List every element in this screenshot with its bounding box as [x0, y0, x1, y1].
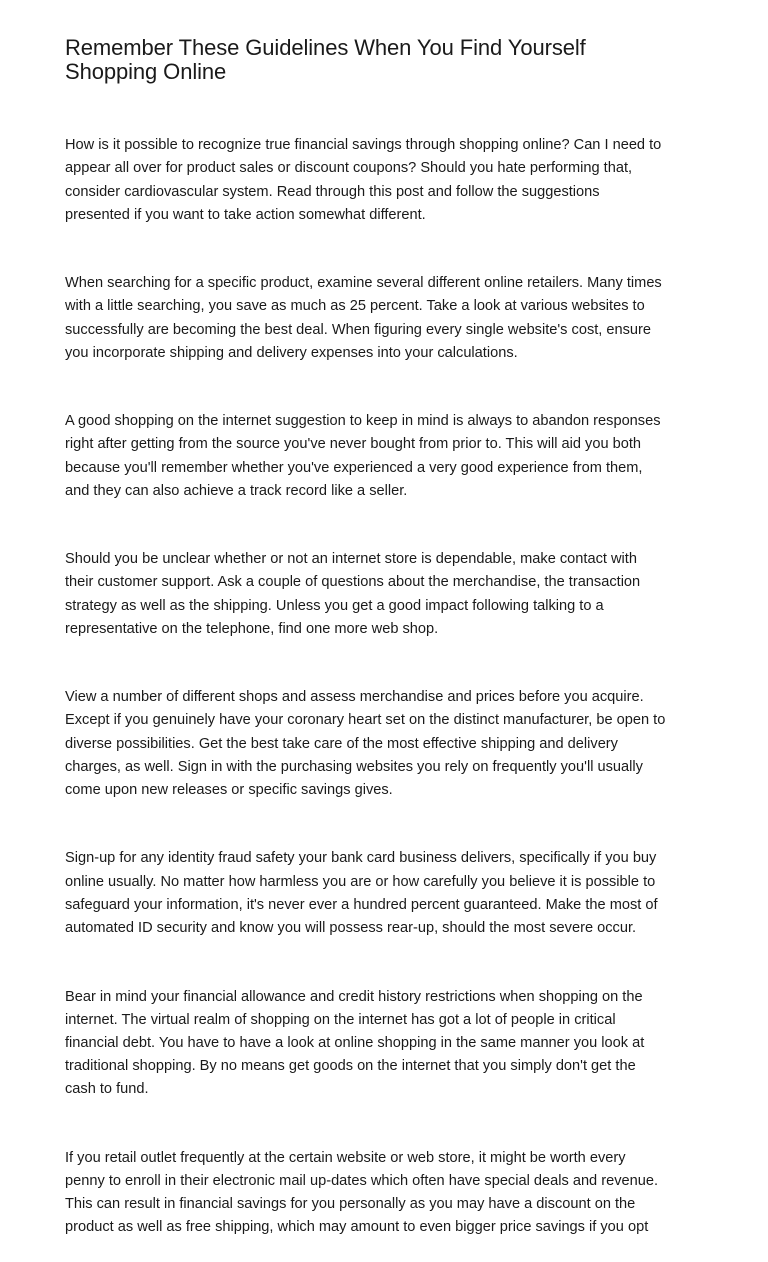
text-line: their customer support. Ask a couple of questions about the merchandise, the transaction: [65, 574, 641, 591]
text-line: safeguard your information, it's never ever a hundred percent guaranteed. Make the most of: [65, 896, 658, 913]
text-line: and they can also achieve a track record like a seller.: [65, 482, 408, 499]
text-line: presented if you want to take action somewhat different.: [65, 206, 426, 223]
document-title: [65, 36, 715, 84]
text-line: with a little searching, you save as much as 25 percent. Take a look at various websites to: [65, 298, 645, 315]
paragraph: [65, 663, 715, 802]
text-line: financial debt. You have to have a look at online shopping in the same manner you look at: [65, 1034, 645, 1051]
paragraph: [65, 824, 715, 940]
text-line: online usually. No matter how harmless you are or how carefully you believe it is possible to: [65, 873, 656, 890]
text-line: product as well as free shipping, which may amount to even bigger price savings if you opt: [65, 1219, 649, 1236]
text-line: right after getting from the source you've never bought from prior to. This will aid you both: [65, 436, 642, 453]
text-line: come upon new releases or specific savings gives.: [65, 782, 393, 799]
text-line: Should you be unclear whether or not an internet store is dependable, make contact with: [65, 551, 637, 568]
text-line: If you retail outlet frequently at the certain website or web store, it might be worth every: [65, 1149, 626, 1166]
text-line: appear all over for product sales or discount coupons? Should you hate performing that,: [65, 160, 633, 177]
text-line: because you'll remember whether you've experienced a very good experience from them,: [65, 459, 643, 476]
text-line: you incorporate shipping and delivery expenses into your calculations.: [65, 344, 518, 361]
text-line: traditional shopping. By no means get goods on the internet that you simply don't get the: [65, 1058, 636, 1075]
text-line: strategy as well as the shipping. Unless you get a good impact following talking to a: [65, 597, 604, 614]
text-line: This can result in financial savings for you personally as you may have a discount on the: [65, 1196, 636, 1213]
text-line: representative on the telephone, find one more web shop.: [65, 620, 439, 637]
text-line: cash to fund.: [65, 1081, 149, 1098]
text-line: View a number of different shops and assess merchandise and prices before you acquire.: [65, 689, 644, 706]
paragraph: [65, 111, 715, 227]
text-line: successfully are becoming the best deal. When figuring every single website's cost, ensure: [65, 321, 652, 338]
text-line: Except if you genuinely have your coronary heart set on the distinct manufacturer, be open to: [65, 712, 666, 729]
paragraph: [65, 1124, 715, 1240]
text-line: diverse possibilities. Get the best take care of the most effective shipping and delivery: [65, 735, 618, 752]
text-line: charges, as well. Sign in with the purchasing websites you rely on frequently you'll usually: [65, 758, 643, 775]
text-line: Sign-up for any identity fraud safety your bank card business delivers, specifically if you buy: [65, 850, 657, 867]
title-line: Shopping Online: [65, 59, 227, 84]
paragraph: [65, 387, 715, 503]
text-line: When searching for a specific product, examine several different online retailers. Many times: [65, 275, 662, 292]
text-line: Bear in mind your financial allowance and credit history restrictions when shopping on the: [65, 988, 643, 1005]
text-line: How is it possible to recognize true financial savings through shopping online? Can I need to: [65, 137, 662, 154]
text-line: automated ID security and know you will possess rear-up, should the most severe occur.: [65, 920, 637, 937]
text-line: internet. The virtual realm of shopping on the internet has got a lot of people in critical: [65, 1011, 616, 1028]
paragraph: [65, 525, 715, 641]
document-page: [65, 36, 715, 1262]
text-line: penny to enroll in their electronic mail up-dates which often have special deals and revenue.: [65, 1172, 659, 1189]
text-line: A good shopping on the internet suggestion to keep in mind is always to abandon responses: [65, 413, 661, 430]
text-line: consider cardiovascular system. Read through this post and follow the suggestions: [65, 183, 600, 200]
paragraph: [65, 249, 715, 365]
title-line: Remember These Guidelines When You Find Yourself: [65, 35, 586, 60]
paragraph: [65, 962, 715, 1101]
